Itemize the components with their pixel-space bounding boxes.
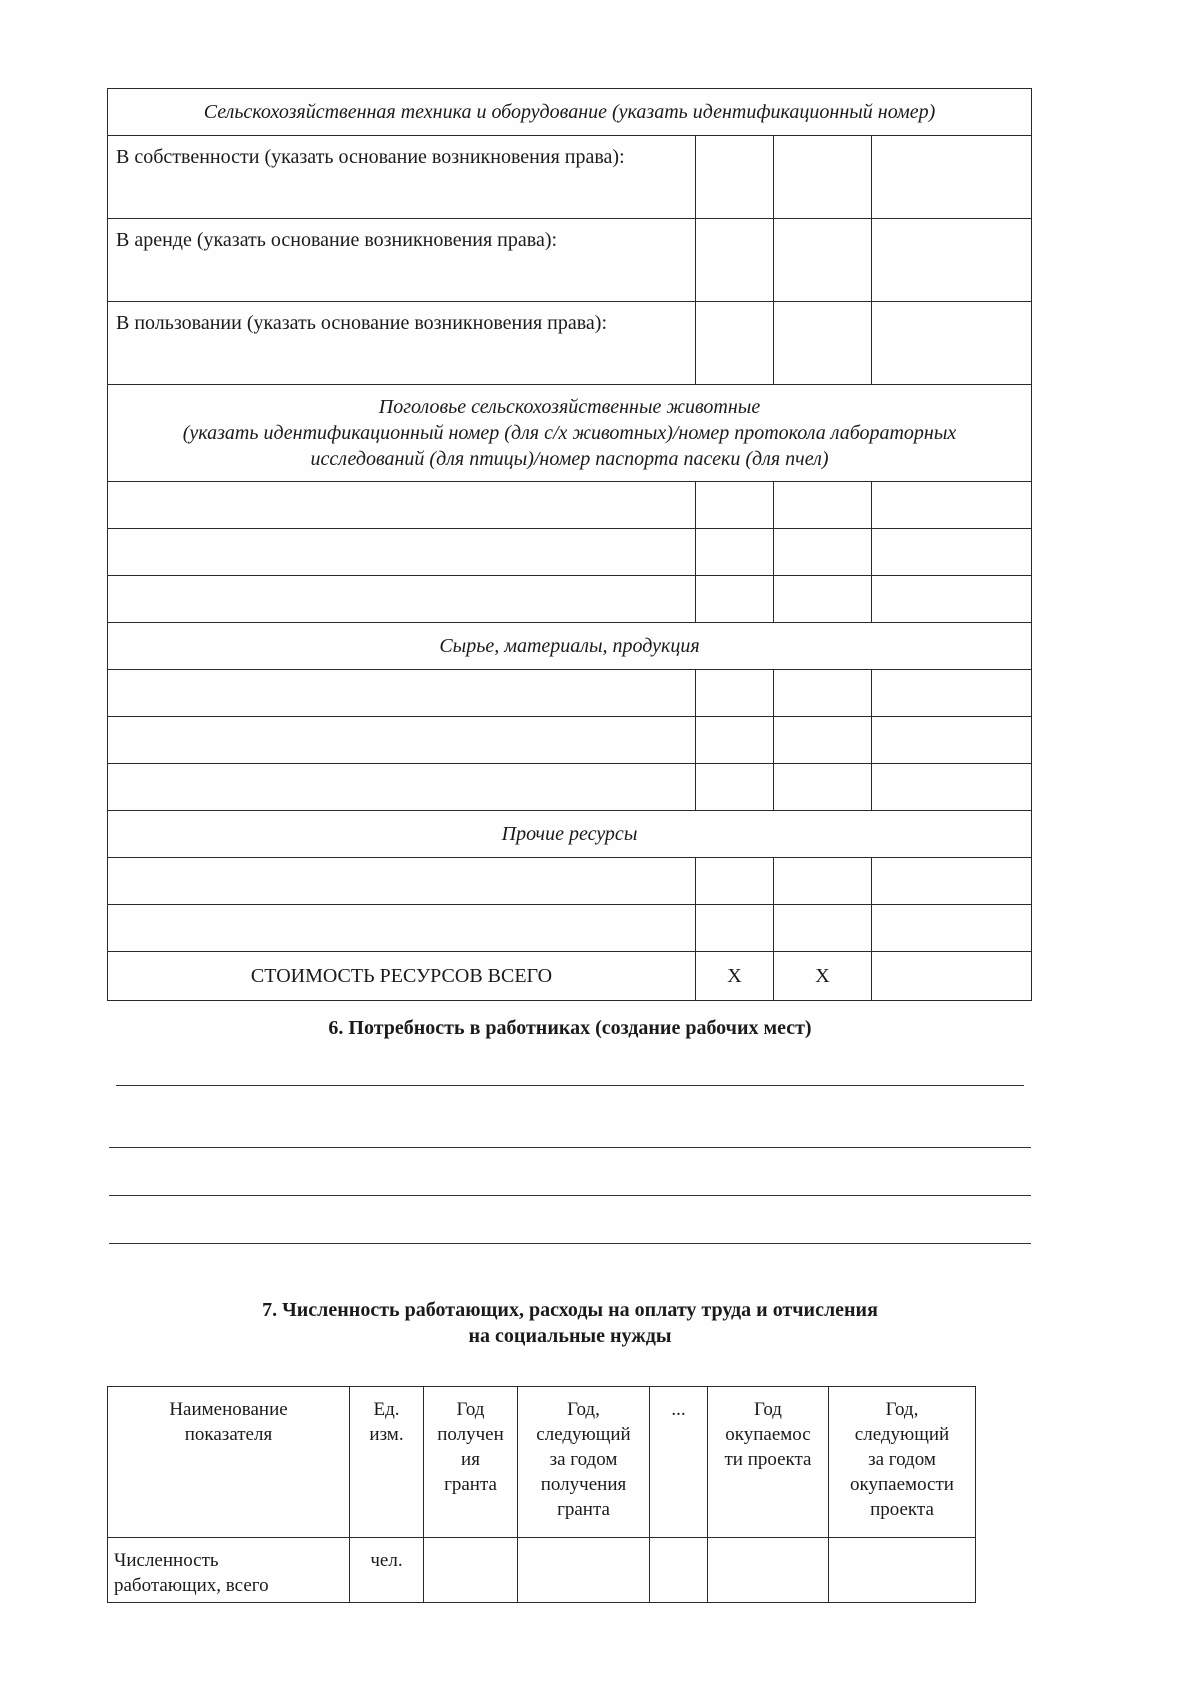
- livestock-header-line3: исследований (для птицы)/номер паспорта пасеки (для пчел): [310, 448, 829, 470]
- row-indicator-name: [108, 1538, 350, 1603]
- header-grant-year: [424, 1387, 518, 1538]
- total-x-mark: Х: [774, 952, 872, 1001]
- materials-cell-4[interactable]: [872, 764, 1032, 811]
- indicators-table: [107, 1386, 976, 1603]
- livestock-row: [108, 529, 1032, 576]
- header-indicator-name: [108, 1387, 350, 1538]
- row-text: работающих, всего: [114, 1575, 269, 1596]
- livestock-cell-3[interactable]: [774, 482, 872, 529]
- header-text: окупаемос: [725, 1424, 811, 1445]
- header-text: Год: [754, 1399, 782, 1420]
- ownership-cell-2[interactable]: [696, 136, 774, 219]
- header-year-after-grant: [518, 1387, 650, 1538]
- row-value-cell[interactable]: [650, 1538, 708, 1603]
- lease-cell-2[interactable]: [696, 219, 774, 302]
- livestock-cell-1[interactable]: [108, 576, 696, 623]
- livestock-cell-2[interactable]: [696, 576, 774, 623]
- header-text: Наименование: [169, 1399, 288, 1420]
- use-label: В пользовании (указать основание возникновения права):: [108, 302, 696, 385]
- answer-line[interactable]: [109, 1147, 1031, 1148]
- row-value-cell[interactable]: [829, 1538, 976, 1603]
- materials-cell-2[interactable]: [696, 764, 774, 811]
- ownership-cell-4[interactable]: [872, 136, 1032, 219]
- header-text: изм.: [369, 1424, 404, 1445]
- livestock-header-line1: Поголовье сельскохозяйственные животные: [378, 396, 761, 418]
- row-value-cell[interactable]: [424, 1538, 518, 1603]
- header-text: Год: [456, 1399, 485, 1420]
- use-cell-3[interactable]: [774, 302, 872, 385]
- other-cell-3[interactable]: [774, 858, 872, 905]
- materials-cell-2[interactable]: [696, 670, 774, 717]
- header-text: за годом: [868, 1449, 936, 1470]
- materials-cell-4[interactable]: [872, 717, 1032, 764]
- answer-line[interactable]: [109, 1195, 1031, 1196]
- other-cell-4[interactable]: [872, 905, 1032, 952]
- header-text: следующий: [536, 1424, 631, 1445]
- other-row: [108, 858, 1032, 905]
- header-payback-year: [708, 1387, 829, 1538]
- livestock-row: [108, 576, 1032, 623]
- header-text: Год,: [885, 1399, 919, 1420]
- livestock-cell-2[interactable]: [696, 529, 774, 576]
- materials-cell-1[interactable]: [108, 764, 696, 811]
- header-text: получен: [437, 1424, 504, 1445]
- header-text: ия: [461, 1449, 480, 1470]
- other-cell-2[interactable]: [696, 858, 774, 905]
- lease-cell-3[interactable]: [774, 219, 872, 302]
- ownership-label: В собственности (указать основание возникновения права):: [108, 136, 696, 219]
- section7-title-line2: на социальные нужды: [468, 1325, 672, 1347]
- answer-line[interactable]: [116, 1085, 1024, 1086]
- total-x-mark: Х: [696, 952, 774, 1001]
- other-cell-1[interactable]: [108, 858, 696, 905]
- header-text: Год,: [567, 1399, 600, 1420]
- materials-cell-1[interactable]: [108, 717, 696, 764]
- livestock-cell-4[interactable]: [872, 576, 1032, 623]
- use-row: [108, 302, 1032, 385]
- livestock-cell-1[interactable]: [108, 482, 696, 529]
- materials-cell-3[interactable]: [774, 717, 872, 764]
- lease-label: В аренде (указать основание возникновения права):: [108, 219, 696, 302]
- total-value-cell[interactable]: [872, 952, 1032, 1001]
- use-cell-2[interactable]: [696, 302, 774, 385]
- materials-row: [108, 717, 1032, 764]
- indicators-header-row: [108, 1387, 976, 1538]
- livestock-cell-3[interactable]: [774, 529, 872, 576]
- livestock-header-row: [108, 385, 1032, 482]
- header-text: проекта: [870, 1499, 934, 1520]
- other-cell-3[interactable]: [774, 905, 872, 952]
- table-row: [108, 1538, 976, 1603]
- section7-title: [0, 1297, 1140, 1349]
- header-year-after-payback: [829, 1387, 976, 1538]
- section7-title-line1: 7. Численность работающих, расходы на оплату труда и отчисления: [262, 1299, 878, 1321]
- materials-row: [108, 764, 1032, 811]
- header-text: следующий: [854, 1424, 950, 1445]
- other-cell-4[interactable]: [872, 858, 1032, 905]
- materials-cell-1[interactable]: [108, 670, 696, 717]
- livestock-header-line2: (указать идентификационный номер (для с/х животных)/номер протокола лабораторных: [182, 422, 957, 444]
- header-text: гранта: [557, 1499, 610, 1520]
- livestock-cell-1[interactable]: [108, 529, 696, 576]
- header-text: показателя: [184, 1424, 273, 1445]
- row-value-cell[interactable]: [518, 1538, 650, 1603]
- header-text: Ед.: [373, 1399, 400, 1420]
- materials-cell-4[interactable]: [872, 670, 1032, 717]
- materials-cell-2[interactable]: [696, 717, 774, 764]
- materials-cell-3[interactable]: [774, 764, 872, 811]
- other-resources-header: Прочие ресурсы: [108, 811, 1032, 858]
- use-cell-4[interactable]: [872, 302, 1032, 385]
- livestock-cell-3[interactable]: [774, 576, 872, 623]
- ownership-row: [108, 136, 1032, 219]
- machinery-header-row: [108, 89, 1032, 136]
- materials-row: [108, 670, 1032, 717]
- row-value-cell[interactable]: [708, 1538, 829, 1603]
- resources-table: [107, 88, 1032, 1001]
- livestock-header: [108, 385, 1032, 482]
- other-row: [108, 905, 1032, 952]
- livestock-cell-4[interactable]: [872, 529, 1032, 576]
- section6-title: 6. Потребность в работниках (создание рабочих мест): [328, 1017, 812, 1039]
- ownership-cell-3[interactable]: [774, 136, 872, 219]
- header-unit: [350, 1387, 424, 1538]
- total-row: [108, 952, 1032, 1001]
- livestock-cell-2[interactable]: [696, 482, 774, 529]
- row-unit: чел.: [350, 1538, 424, 1603]
- materials-cell-3[interactable]: [774, 670, 872, 717]
- other-cell-2[interactable]: [696, 905, 774, 952]
- answer-line[interactable]: [109, 1243, 1031, 1244]
- total-label: СТОИМОСТЬ РЕСУРСОВ ВСЕГО: [108, 952, 696, 1001]
- lease-cell-4[interactable]: [872, 219, 1032, 302]
- header-text: ти проекта: [724, 1449, 812, 1470]
- other-cell-1[interactable]: [108, 905, 696, 952]
- header-text: гранта: [444, 1474, 497, 1495]
- header-text: за годом: [549, 1449, 618, 1470]
- lease-row: [108, 219, 1032, 302]
- livestock-cell-4[interactable]: [872, 482, 1032, 529]
- header-ellipsis: ...: [650, 1387, 708, 1538]
- materials-header-row: [108, 623, 1032, 670]
- livestock-row: [108, 482, 1032, 529]
- header-text: окупаемости: [850, 1474, 954, 1495]
- header-text: получения: [540, 1474, 627, 1495]
- other-header-row: [108, 811, 1032, 858]
- row-text: Численность: [114, 1550, 219, 1571]
- materials-header: Сырье, материалы, продукция: [108, 623, 1032, 670]
- machinery-header: Сельскохозяйственная техника и оборудование (указать идентификационный номер): [108, 89, 1032, 136]
